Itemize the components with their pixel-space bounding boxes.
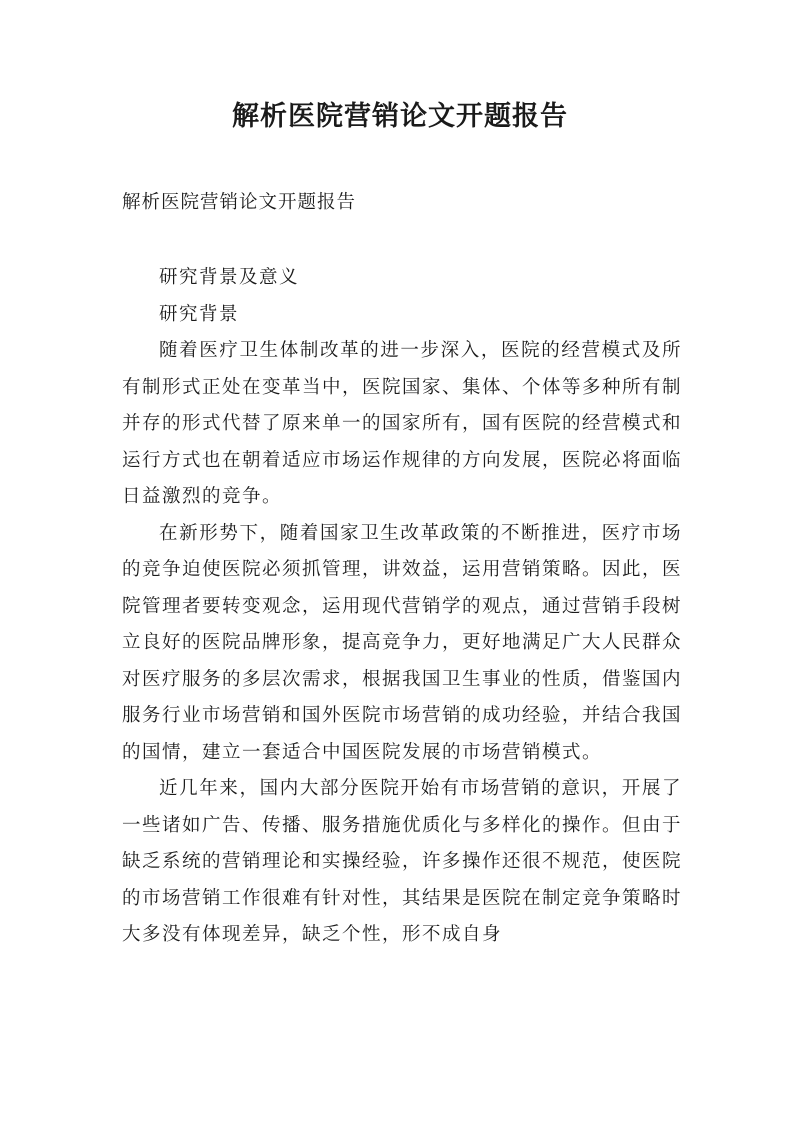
paragraph-1: 随着医疗卫生体制改革的进一步深入，医院的经营模式及所有制形式正处在变革当中，医院国家、集体、个体等多种所有制并存的形式代替了原来单一的国家所有，国有医院的经营模式和运行方式也在朝着适应市场运作规律的方向发展，医院必将面临日益激烈的竞争。 — [122, 340, 683, 507]
subsection-heading: 研究背景 — [159, 303, 240, 325]
section-heading: 研究背景及意义 — [159, 267, 300, 288]
document-body — [122, 260, 682, 954]
document-subtitle: 解析医院营销论文开题报告 — [122, 192, 357, 213]
paragraph-2: 在新形势下，随着国家卫生改革政策的不断推进，医疗市场的竞争迫使医院必须抓管理，讲效益，运用营销策略。因此，医院管理者要转变观念，运用现代营销学的观点，通过营销手段树立良好的医院品牌形象，提高竞争力，更好地满足广大人民群众对医疗服务的多层次需求，根据我国卫生事业的性质，借鉴国内服务行业市场营销和国外医院市场营销的成功经验，并结合我国的国情，建立一套适合中国医院发展的市场营销模式。 — [122, 522, 683, 763]
paragraph-3: 近几年来，国内大部分医院开始有市场营销的意识，开展了一些诸如广告、传播、服务措施优质化与多样化的操作。但由于缺乏系统的营销理论和实操经验，许多操作还很不规范，使医院的市场营销工作很难有针对性，其结果是医院在制定竞争策略时大多没有体现差异，缺乏个性，形不成自身 — [122, 778, 683, 945]
document-title: 解析医院营销论文开题报告 — [232, 101, 568, 132]
